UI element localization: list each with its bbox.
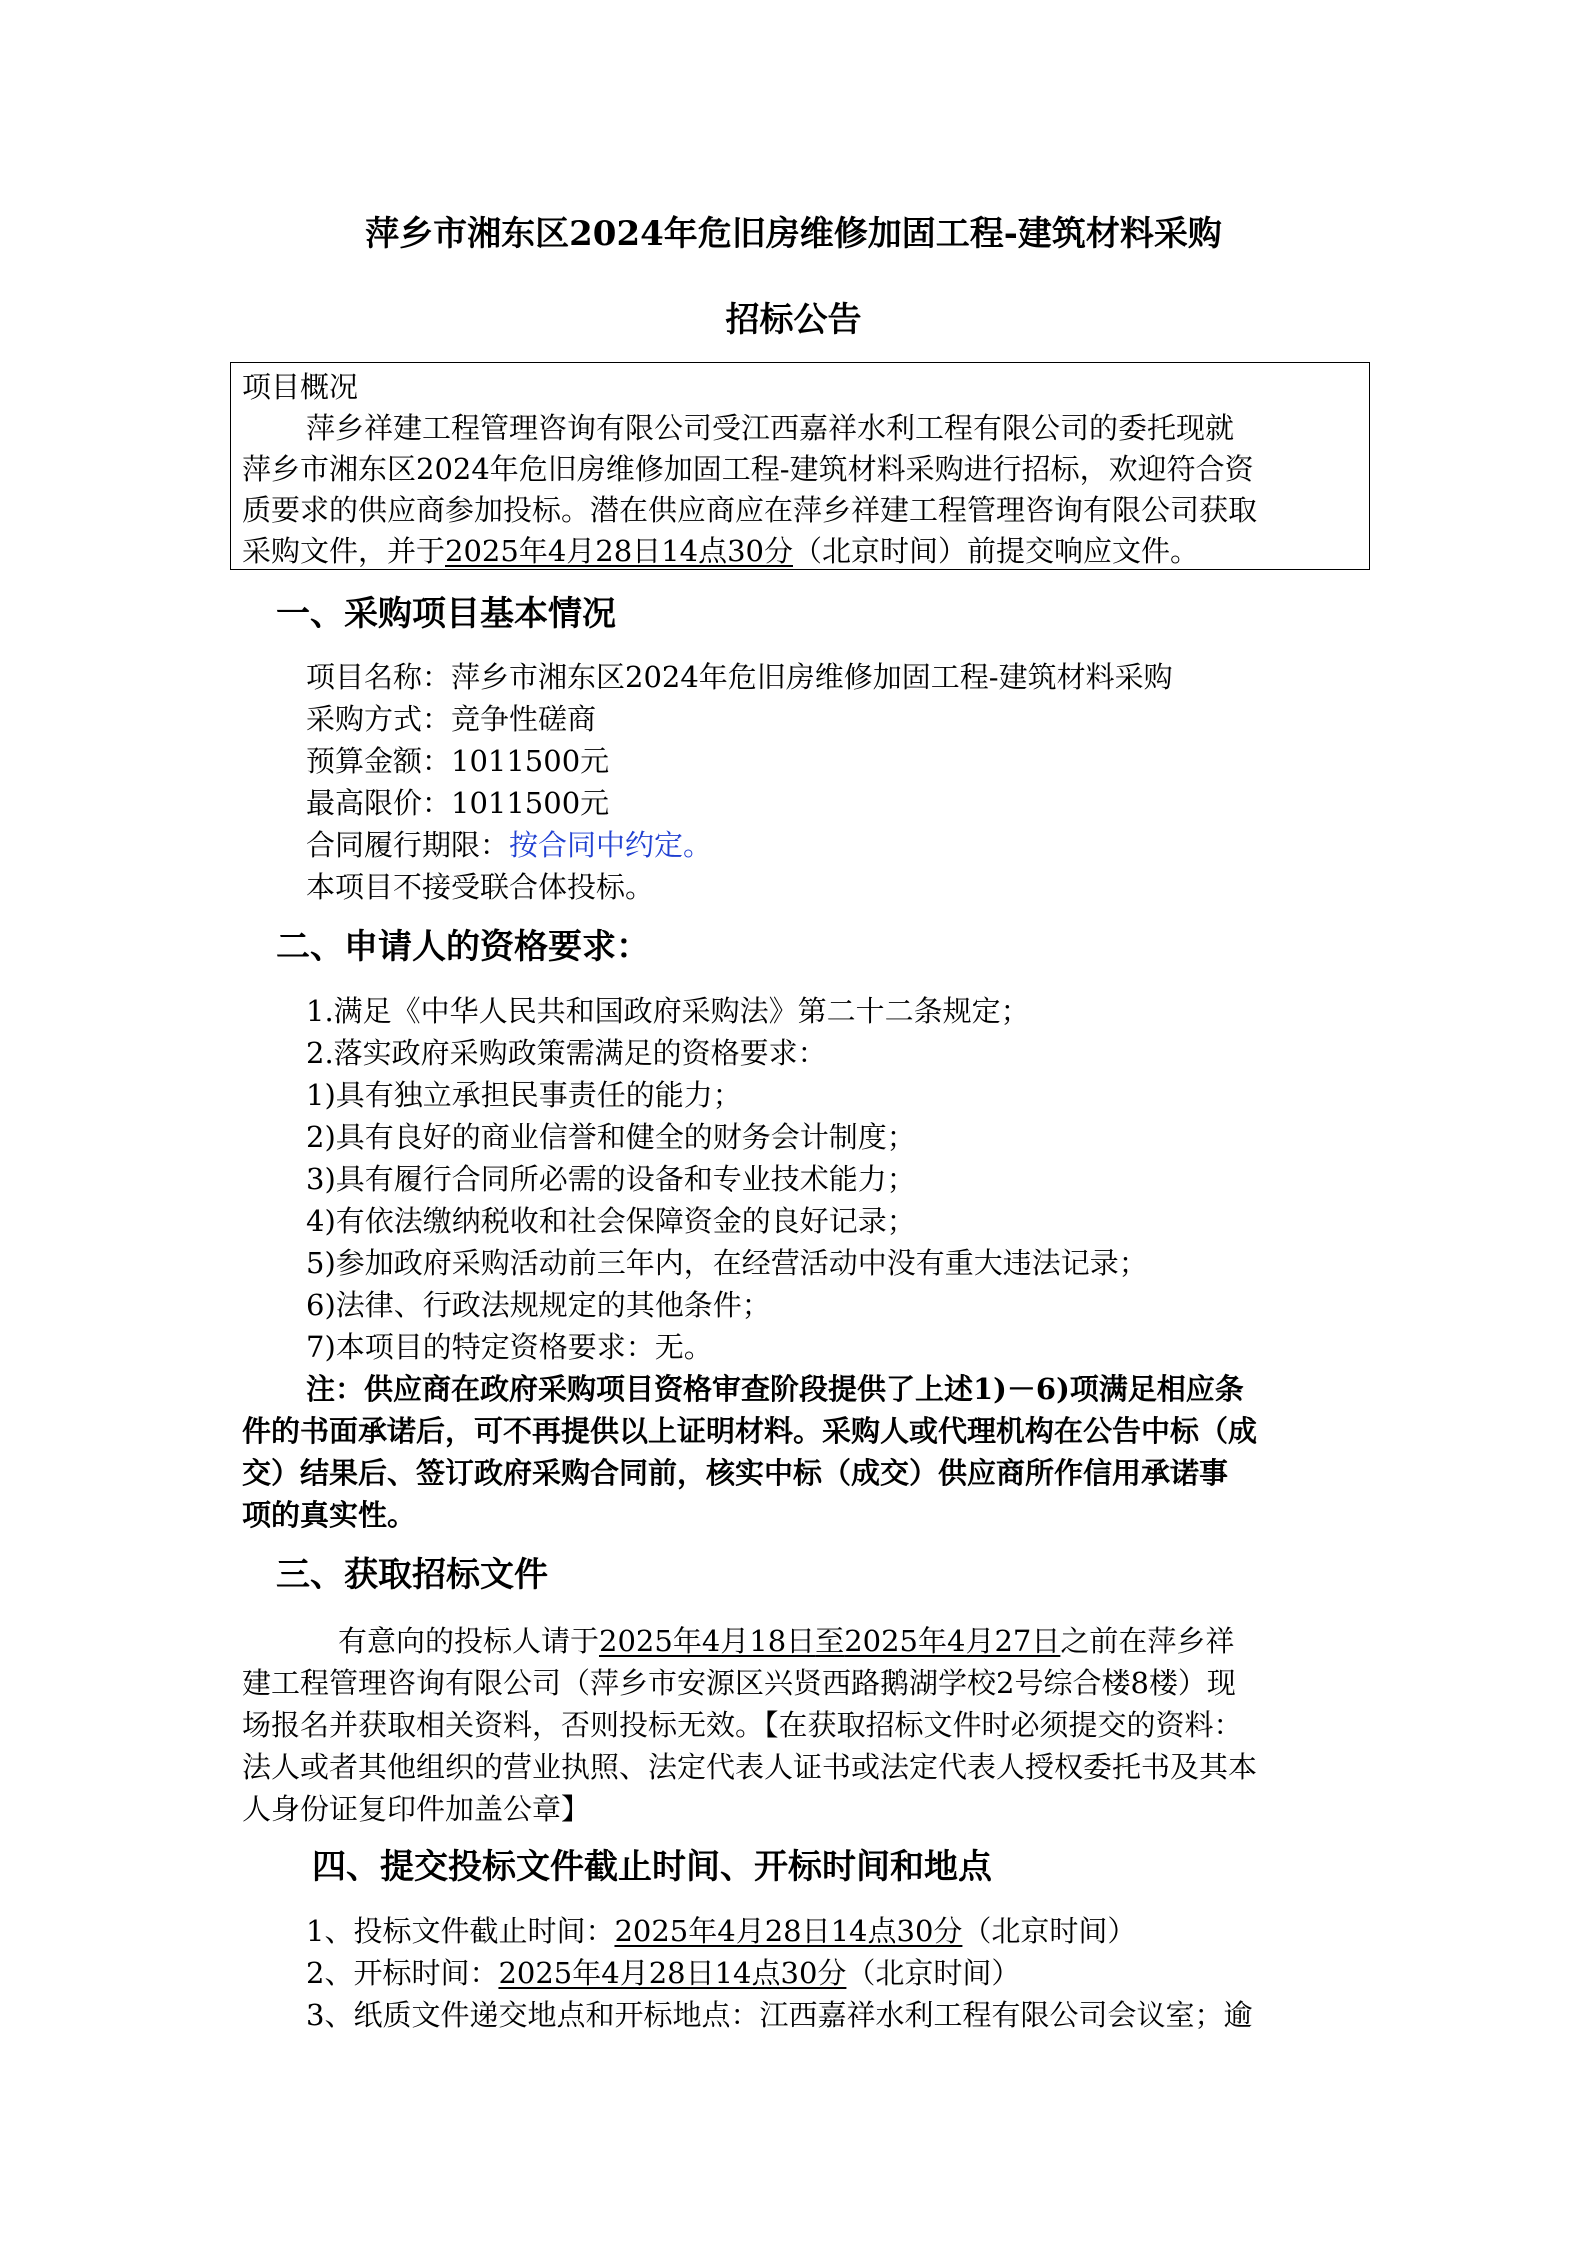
overview-line-4 (242, 531, 1199, 571)
obtain-docs-line-3: 场报名并获取相关资料，否则投标无效。【在获取招标文件时必须提交的资料： (242, 1708, 1243, 1742)
section-4-heading: 四、提交投标文件截止时间、开标时间和地点 (312, 1847, 992, 1887)
overview-line-4-prefix: 采购文件，并于 (242, 534, 446, 568)
qualification-item: 2.落实政府采购政策需满足的资格要求： (306, 1036, 827, 1070)
bid-opening-label: 2、开标时间： (306, 1956, 499, 1990)
bid-location: 3、纸质文件递交地点和开标地点：江西嘉祥水利工程有限公司会议室；逾 (306, 1998, 1253, 2032)
overview-deadline: 2025年4月28日14点30分 (445, 534, 793, 568)
overview-label: 项目概况 (242, 370, 359, 404)
section-3-heading: 三、获取招标文件 (276, 1555, 548, 1595)
contract-period (306, 825, 712, 865)
obtain-docs-line-2: 建工程管理咨询有限公司（萍乡市安源区兴贤西路鹅湖学校2号综合楼8楼）现 (242, 1666, 1236, 1700)
note-line-2: 件的书面承诺后，可不再提供以上证明材料。采购人或代理机构在公告中标（成 (242, 1414, 1258, 1448)
qualification-item: 7)本项目的特定资格要求：无。 (306, 1330, 713, 1364)
consortium-note: 本项目不接受联合体投标。 (306, 870, 655, 904)
overview-line-3: 质要求的供应商参加投标。潜在供应商应在萍乡祥建工程管理咨询有限公司获取 (242, 493, 1258, 527)
overview-line-4-suffix: （北京时间）前提交响应文件。 (792, 534, 1199, 568)
qualification-item: 4)有依法缴纳税收和社会保障资金的良好记录； (306, 1204, 916, 1238)
obtain-docs-suffix: 之前在萍乡祥 (1060, 1624, 1235, 1658)
overview-line-2: 萍乡市湘东区2024年危旧房维修加固工程-建筑材料采购进行招标，欢迎符合资 (242, 452, 1254, 486)
obtain-docs-prefix: 有意向的投标人请于 (338, 1624, 600, 1658)
note-line-3: 交）结果后、签订政府采购合同前，核实中标（成交）供应商所作信用承诺事 (242, 1456, 1229, 1490)
obtain-docs-line-1 (338, 1621, 1234, 1661)
obtain-date-to: 2025年4月27日 (844, 1624, 1061, 1658)
bid-opening-time (306, 1953, 1020, 1993)
section-1-heading: 一、采购项目基本情况 (276, 594, 616, 634)
document-title: 萍乡市湘东区2024年危旧房维修加固工程-建筑材料采购 (365, 214, 1222, 254)
procurement-method: 采购方式：竞争性磋商 (306, 702, 597, 736)
qualification-item: 1.满足《中华人民共和国政府采购法》第二十二条规定； (306, 994, 1030, 1028)
qualification-item: 3)具有履行合同所必需的设备和专业技术能力； (306, 1162, 916, 1196)
qualification-item: 6)法律、行政法规规定的其他条件； (306, 1288, 771, 1322)
obtain-date-from: 2025年4月18日 (599, 1624, 816, 1658)
project-name: 项目名称：萍乡市湘东区2024年危旧房维修加固工程-建筑材料采购 (306, 660, 1173, 694)
bid-opening-suffix: （北京时间） (846, 1956, 1021, 1990)
bid-deadline-time: 2025年4月28日14点30分 (614, 1914, 963, 1948)
note-line-1: 注：供应商在政府采购项目资格审查阶段提供了上述1)－6)项满足相应条 (306, 1372, 1244, 1406)
qualification-item: 1)具有独立承担民事责任的能力； (306, 1078, 742, 1112)
document-subtitle: 招标公告 (725, 300, 862, 340)
note-line-4: 项的真实性。 (242, 1498, 417, 1532)
section-2-heading: 二、申请人的资格要求： (276, 927, 650, 967)
bid-deadline-suffix: （北京时间） (962, 1914, 1137, 1948)
max-price: 最高限价：1011500元 (306, 786, 610, 820)
bid-deadline-label: 1、投标文件截止时间： (306, 1914, 615, 1948)
obtain-date-separator: 至 (815, 1624, 845, 1658)
obtain-docs-line-5: 人身份证复印件加盖公章】 (242, 1792, 591, 1826)
bid-opening-value: 2025年4月28日14点30分 (498, 1956, 847, 1990)
overview-line-1: 萍乡祥建工程管理咨询有限公司受江西嘉祥水利工程有限公司的委托现就 (306, 411, 1235, 445)
qualification-item: 2)具有良好的商业信誉和健全的财务会计制度； (306, 1120, 916, 1154)
obtain-docs-line-4: 法人或者其他组织的营业执照、法定代表人证书或法定代表人授权委托书及其本 (242, 1750, 1258, 1784)
qualification-item: 5)参加政府采购活动前三年内，在经营活动中没有重大违法记录； (306, 1246, 1148, 1280)
budget-amount: 预算金额：1011500元 (306, 744, 610, 778)
obtain-date-range (599, 1624, 1060, 1658)
bid-deadline (306, 1911, 1136, 1951)
contract-period-value: 按合同中约定。 (509, 828, 713, 862)
contract-period-label: 合同履行期限： (306, 828, 510, 862)
